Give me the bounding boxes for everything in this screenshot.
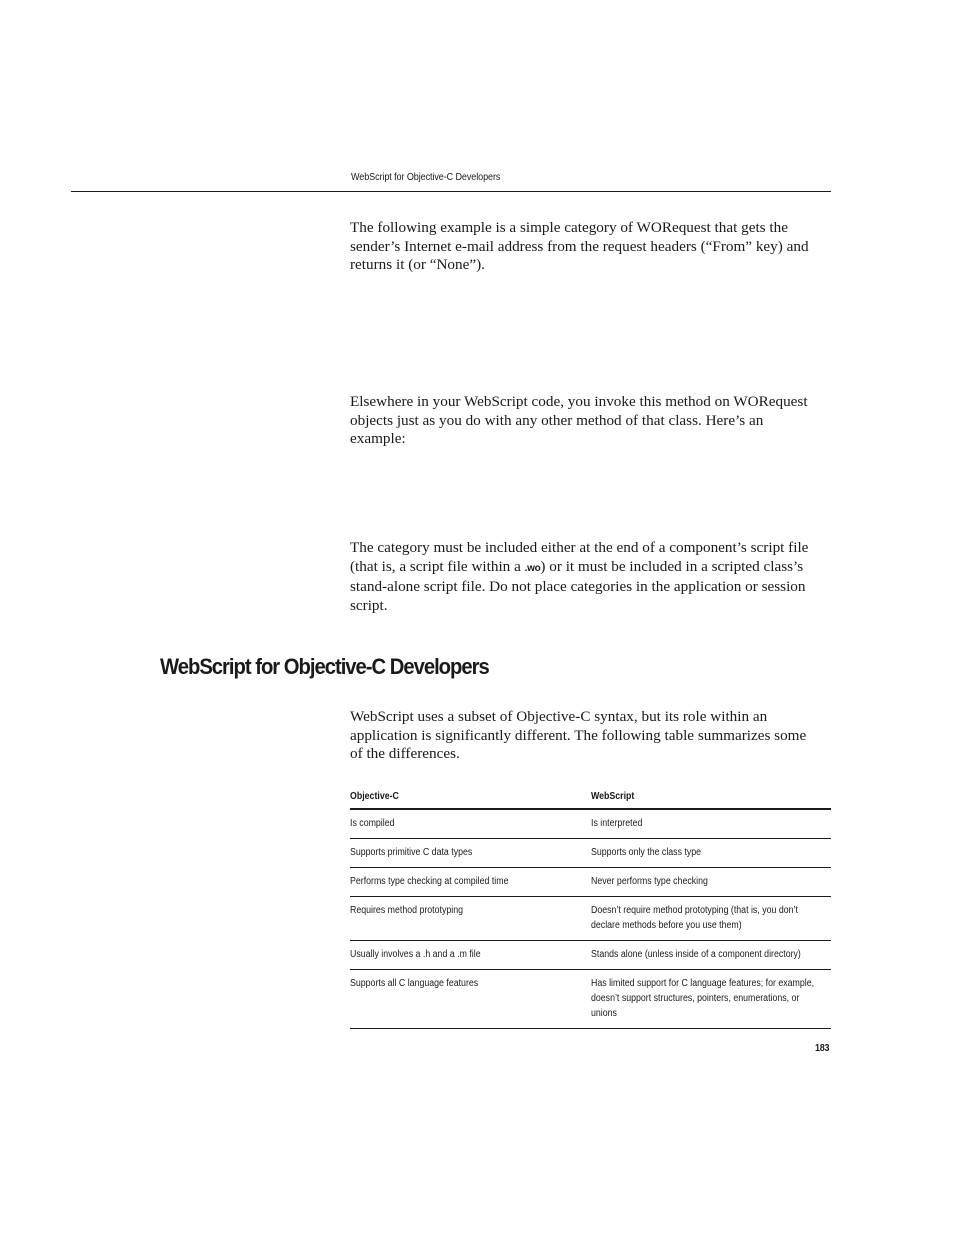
table-cell-objective-c xyxy=(350,839,591,868)
table-cell-webscript xyxy=(591,809,831,839)
header-rule xyxy=(71,191,831,192)
cell-text: Has limited support for C language features; for example, doesn’t support structures, pointers, enumerations, or unions xyxy=(591,978,815,1019)
table-cell-objective-c xyxy=(350,809,591,839)
table-header-row xyxy=(350,786,831,809)
cell-text: Doesn’t require method prototyping (that is, you don’t declare methods before you use them) xyxy=(591,905,798,931)
table-cell-objective-c xyxy=(350,941,591,970)
cell-text: Usually involves a .h and a .m file xyxy=(350,949,481,960)
table-cell-webscript xyxy=(591,839,831,868)
cell-text: Supports primitive C data types xyxy=(350,847,473,858)
column-header-objective-c xyxy=(350,786,591,809)
paragraph-category-placement-part-1: The category must be included either at the end of a component’s script file (that is, a script file within a xyxy=(350,539,809,575)
paragraph-table-intro: WebScript uses a subset of Objective-C syntax, but its role within an application is significantly different. The following table summarizes some of the differences. xyxy=(350,708,807,762)
table-row xyxy=(350,941,831,970)
cell-text: Performs type checking at compiled time xyxy=(350,876,509,887)
table-cell-webscript xyxy=(591,897,831,941)
paragraph-category-placement-part-2: ) or it must be included in a scripted class’s stand-alone script file. Do not place categories in the application or session script. xyxy=(350,557,806,614)
column-header-label: Objective-C xyxy=(350,791,399,802)
comparison-table xyxy=(350,786,831,1029)
cell-text: Is interpreted xyxy=(591,818,643,829)
cell-text: Is compiled xyxy=(350,818,395,829)
cell-text: Supports only the class type xyxy=(591,847,702,858)
table-row xyxy=(350,970,831,1029)
inline-code-wo: .wo xyxy=(524,562,541,574)
table-cell-objective-c xyxy=(350,868,591,897)
table-cell-webscript xyxy=(591,868,831,897)
paragraph-category-intro: The following example is a simple category of WORequest that gets the sender’s Internet e-mail address from the request headers (“From” key) and returns it (or “None”). xyxy=(350,219,809,273)
table-cell-webscript xyxy=(591,970,831,1029)
table-cell-objective-c xyxy=(350,970,591,1029)
column-header-webscript xyxy=(591,786,831,809)
cell-text: Requires method prototyping xyxy=(350,905,464,916)
table-row xyxy=(350,809,831,839)
section-heading: WebScript for Objective-C Developers xyxy=(160,654,489,679)
table-cell-objective-c xyxy=(350,897,591,941)
column-header-label: WebScript xyxy=(591,791,635,802)
paragraph-category-placement xyxy=(350,539,812,615)
table-row xyxy=(350,897,831,941)
cell-text: Stands alone (unless inside of a component directory) xyxy=(591,949,801,960)
paragraph-invoke-method: Elsewhere in your WebScript code, you invoke this method on WORequest objects just as you do with any other method of that class. Here’s an example: xyxy=(350,393,808,447)
page-number: 183 xyxy=(815,1043,830,1054)
running-header: WebScript for Objective-C Developers xyxy=(351,171,501,183)
cell-text: Never performs type checking xyxy=(591,876,708,887)
table-row xyxy=(350,868,831,897)
cell-text: Supports all C language features xyxy=(350,978,479,989)
table-row xyxy=(350,839,831,868)
table-cell-webscript xyxy=(591,941,831,970)
